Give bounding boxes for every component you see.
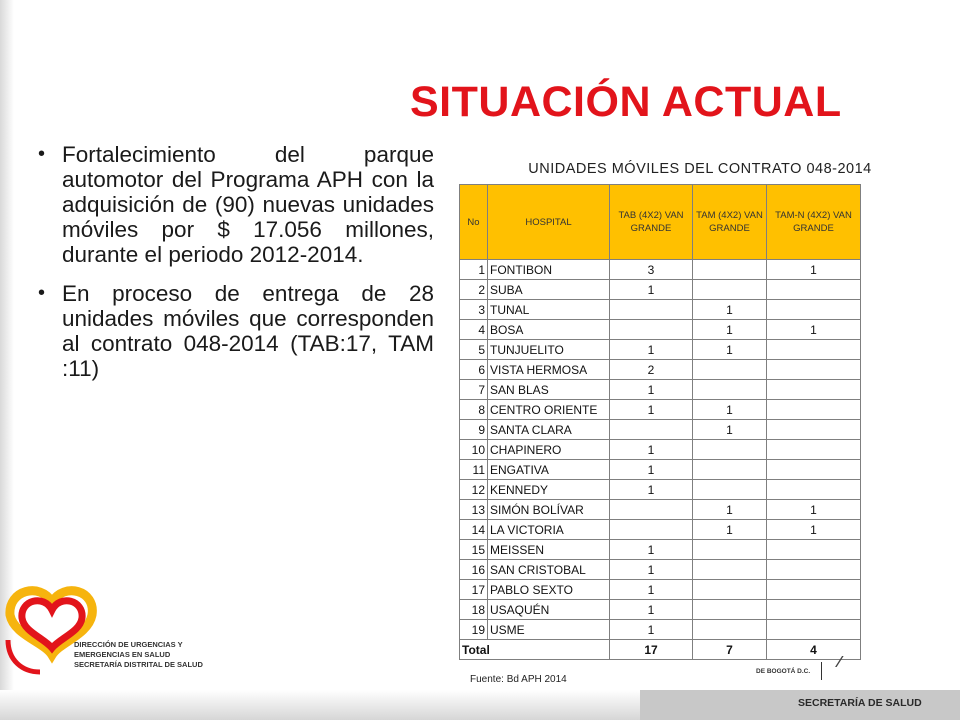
row-tam-n	[767, 420, 861, 440]
row-no: 13	[460, 500, 488, 520]
row-hospital: SUBA	[488, 280, 610, 300]
row-tab: 1	[610, 480, 693, 500]
row-tam: 1	[693, 500, 767, 520]
header-tam: TAM (4X2) VAN GRANDE	[693, 185, 767, 260]
row-tam-n	[767, 580, 861, 600]
row-tam	[693, 280, 767, 300]
row-hospital: USME	[488, 620, 610, 640]
bullet-text: Fortalecimiento del parque automotor del Programa APH con la adquisición de (90) nuevas unidades móviles por $ 17.056 millones, durante el periodo 2012-2014.	[62, 142, 434, 267]
row-tab: 1	[610, 280, 693, 300]
row-tab: 1	[610, 380, 693, 400]
table-row	[460, 280, 861, 300]
row-no: 4	[460, 320, 488, 340]
footer-divider	[821, 662, 822, 680]
table-caption: UNIDADES MÓVILES DEL CONTRATO 048-2014	[528, 161, 872, 177]
row-tam-n	[767, 480, 861, 500]
row-tam-n	[767, 360, 861, 380]
row-tam-n: 1	[767, 260, 861, 280]
row-tam: 1	[693, 340, 767, 360]
total-tam-n: 4	[767, 640, 861, 660]
row-no: 3	[460, 300, 488, 320]
table-row	[460, 260, 861, 280]
row-tam-n	[767, 340, 861, 360]
header-tam-n: TAM-N (4X2) VAN GRANDE	[767, 185, 861, 260]
bullet-item	[36, 281, 434, 381]
header-no: No	[460, 185, 488, 260]
row-tab: 1	[610, 600, 693, 620]
row-tab: 1	[610, 400, 693, 420]
row-hospital: SAN CRISTOBAL	[488, 560, 610, 580]
row-tam-n	[767, 620, 861, 640]
table-row	[460, 380, 861, 400]
row-tam-n: 1	[767, 500, 861, 520]
row-tam-n	[767, 400, 861, 420]
row-tam: 1	[693, 320, 767, 340]
row-tam-n	[767, 280, 861, 300]
table-row	[460, 340, 861, 360]
table-row	[460, 580, 861, 600]
row-hospital: TUNJUELITO	[488, 340, 610, 360]
row-hospital: CHAPINERO	[488, 440, 610, 460]
row-no: 9	[460, 420, 488, 440]
row-hospital: BOSA	[488, 320, 610, 340]
table-row	[460, 500, 861, 520]
row-no: 19	[460, 620, 488, 640]
row-tam-n	[767, 460, 861, 480]
secretaria-label: SECRETARÍA DE SALUD	[798, 697, 922, 709]
row-tam	[693, 560, 767, 580]
row-hospital: VISTA HERMOSA	[488, 360, 610, 380]
row-tam	[693, 440, 767, 460]
row-no: 5	[460, 340, 488, 360]
row-tam-n: 1	[767, 520, 861, 540]
source-note: Fuente: Bd APH 2014	[470, 674, 567, 685]
row-hospital: CENTRO ORIENTE	[488, 400, 610, 420]
row-hospital: SAN BLAS	[488, 380, 610, 400]
header-tab: TAB (4X2) VAN GRANDE	[610, 185, 693, 260]
row-hospital: SIMÓN BOLÍVAR	[488, 500, 610, 520]
row-hospital: MEISSEN	[488, 540, 610, 560]
bullet-dot-icon: •	[38, 282, 46, 304]
row-tab: 1	[610, 340, 693, 360]
row-tam	[693, 540, 767, 560]
row-hospital: ENGATIVA	[488, 460, 610, 480]
table-row	[460, 320, 861, 340]
row-no: 14	[460, 520, 488, 540]
row-tam	[693, 580, 767, 600]
table-row	[460, 480, 861, 500]
row-tab: 1	[610, 580, 693, 600]
row-tab: 1	[610, 440, 693, 460]
table-row	[460, 520, 861, 540]
row-tam: 1	[693, 300, 767, 320]
row-tab: 3	[610, 260, 693, 280]
row-tab	[610, 300, 693, 320]
logo-line-1: DIRECCIÓN DE URGENCIAS Y EMERGENCIAS EN SALUD	[74, 640, 183, 659]
row-tam	[693, 260, 767, 280]
row-no: 17	[460, 580, 488, 600]
row-hospital: PABLO SEXTO	[488, 580, 610, 600]
row-tam	[693, 460, 767, 480]
bogota-label: DE BOGOTÁ D.C.	[756, 668, 811, 675]
row-no: 7	[460, 380, 488, 400]
header-hospital: HOSPITAL	[488, 185, 610, 260]
table-row	[460, 420, 861, 440]
bullet-item	[36, 142, 434, 267]
bullet-dot-icon: •	[38, 143, 46, 165]
table-row	[460, 300, 861, 320]
bullet-text: En proceso de entrega de 28 unidades móviles que corresponden al contrato 048-2014 (TAB:17, TAM :11)	[62, 281, 434, 381]
row-tam	[693, 620, 767, 640]
table-row	[460, 600, 861, 620]
row-no: 2	[460, 280, 488, 300]
row-tab: 2	[610, 360, 693, 380]
row-hospital: USAQUÉN	[488, 600, 610, 620]
row-tam: 1	[693, 400, 767, 420]
row-tab: 1	[610, 460, 693, 480]
row-tam-n	[767, 560, 861, 580]
bullet-list	[36, 142, 434, 395]
row-tam-n	[767, 440, 861, 460]
row-tam-n: 1	[767, 320, 861, 340]
row-no: 15	[460, 540, 488, 560]
row-tab	[610, 320, 693, 340]
table-row	[460, 360, 861, 380]
row-tab	[610, 420, 693, 440]
table-body	[460, 260, 861, 640]
bogota-logo-icon: ⁄	[838, 654, 841, 671]
row-tam	[693, 480, 767, 500]
row-tam-n	[767, 540, 861, 560]
table-row	[460, 620, 861, 640]
row-tam-n	[767, 300, 861, 320]
slide-title: SITUACIÓN ACTUAL	[410, 78, 842, 126]
row-tam	[693, 380, 767, 400]
row-no: 11	[460, 460, 488, 480]
row-tab	[610, 520, 693, 540]
row-tam	[693, 600, 767, 620]
units-table	[459, 184, 861, 660]
table-row	[460, 440, 861, 460]
total-label: Total	[460, 640, 610, 660]
row-tab: 1	[610, 560, 693, 580]
row-hospital: SANTA CLARA	[488, 420, 610, 440]
total-tam: 7	[693, 640, 767, 660]
row-tam	[693, 360, 767, 380]
table-row	[460, 460, 861, 480]
row-tam: 1	[693, 420, 767, 440]
row-tam: 1	[693, 520, 767, 540]
row-tab: 1	[610, 620, 693, 640]
row-no: 12	[460, 480, 488, 500]
row-hospital: TUNAL	[488, 300, 610, 320]
row-no: 8	[460, 400, 488, 420]
row-no: 18	[460, 600, 488, 620]
row-tab: 1	[610, 540, 693, 560]
table-header-row	[460, 185, 861, 260]
table-row	[460, 400, 861, 420]
table-row	[460, 540, 861, 560]
row-no: 10	[460, 440, 488, 460]
logo-line-2: SECRETARÍA DISTRITAL DE SALUD	[74, 660, 203, 669]
row-hospital: FONTIBON	[488, 260, 610, 280]
table-row	[460, 560, 861, 580]
row-no: 16	[460, 560, 488, 580]
table-total-row	[460, 640, 861, 660]
row-tam-n	[767, 380, 861, 400]
row-hospital: LA VICTORIA	[488, 520, 610, 540]
row-no: 1	[460, 260, 488, 280]
row-no: 6	[460, 360, 488, 380]
row-tam-n	[767, 600, 861, 620]
row-tab	[610, 500, 693, 520]
row-hospital: KENNEDY	[488, 480, 610, 500]
logo-text	[74, 640, 224, 670]
total-tab: 17	[610, 640, 693, 660]
